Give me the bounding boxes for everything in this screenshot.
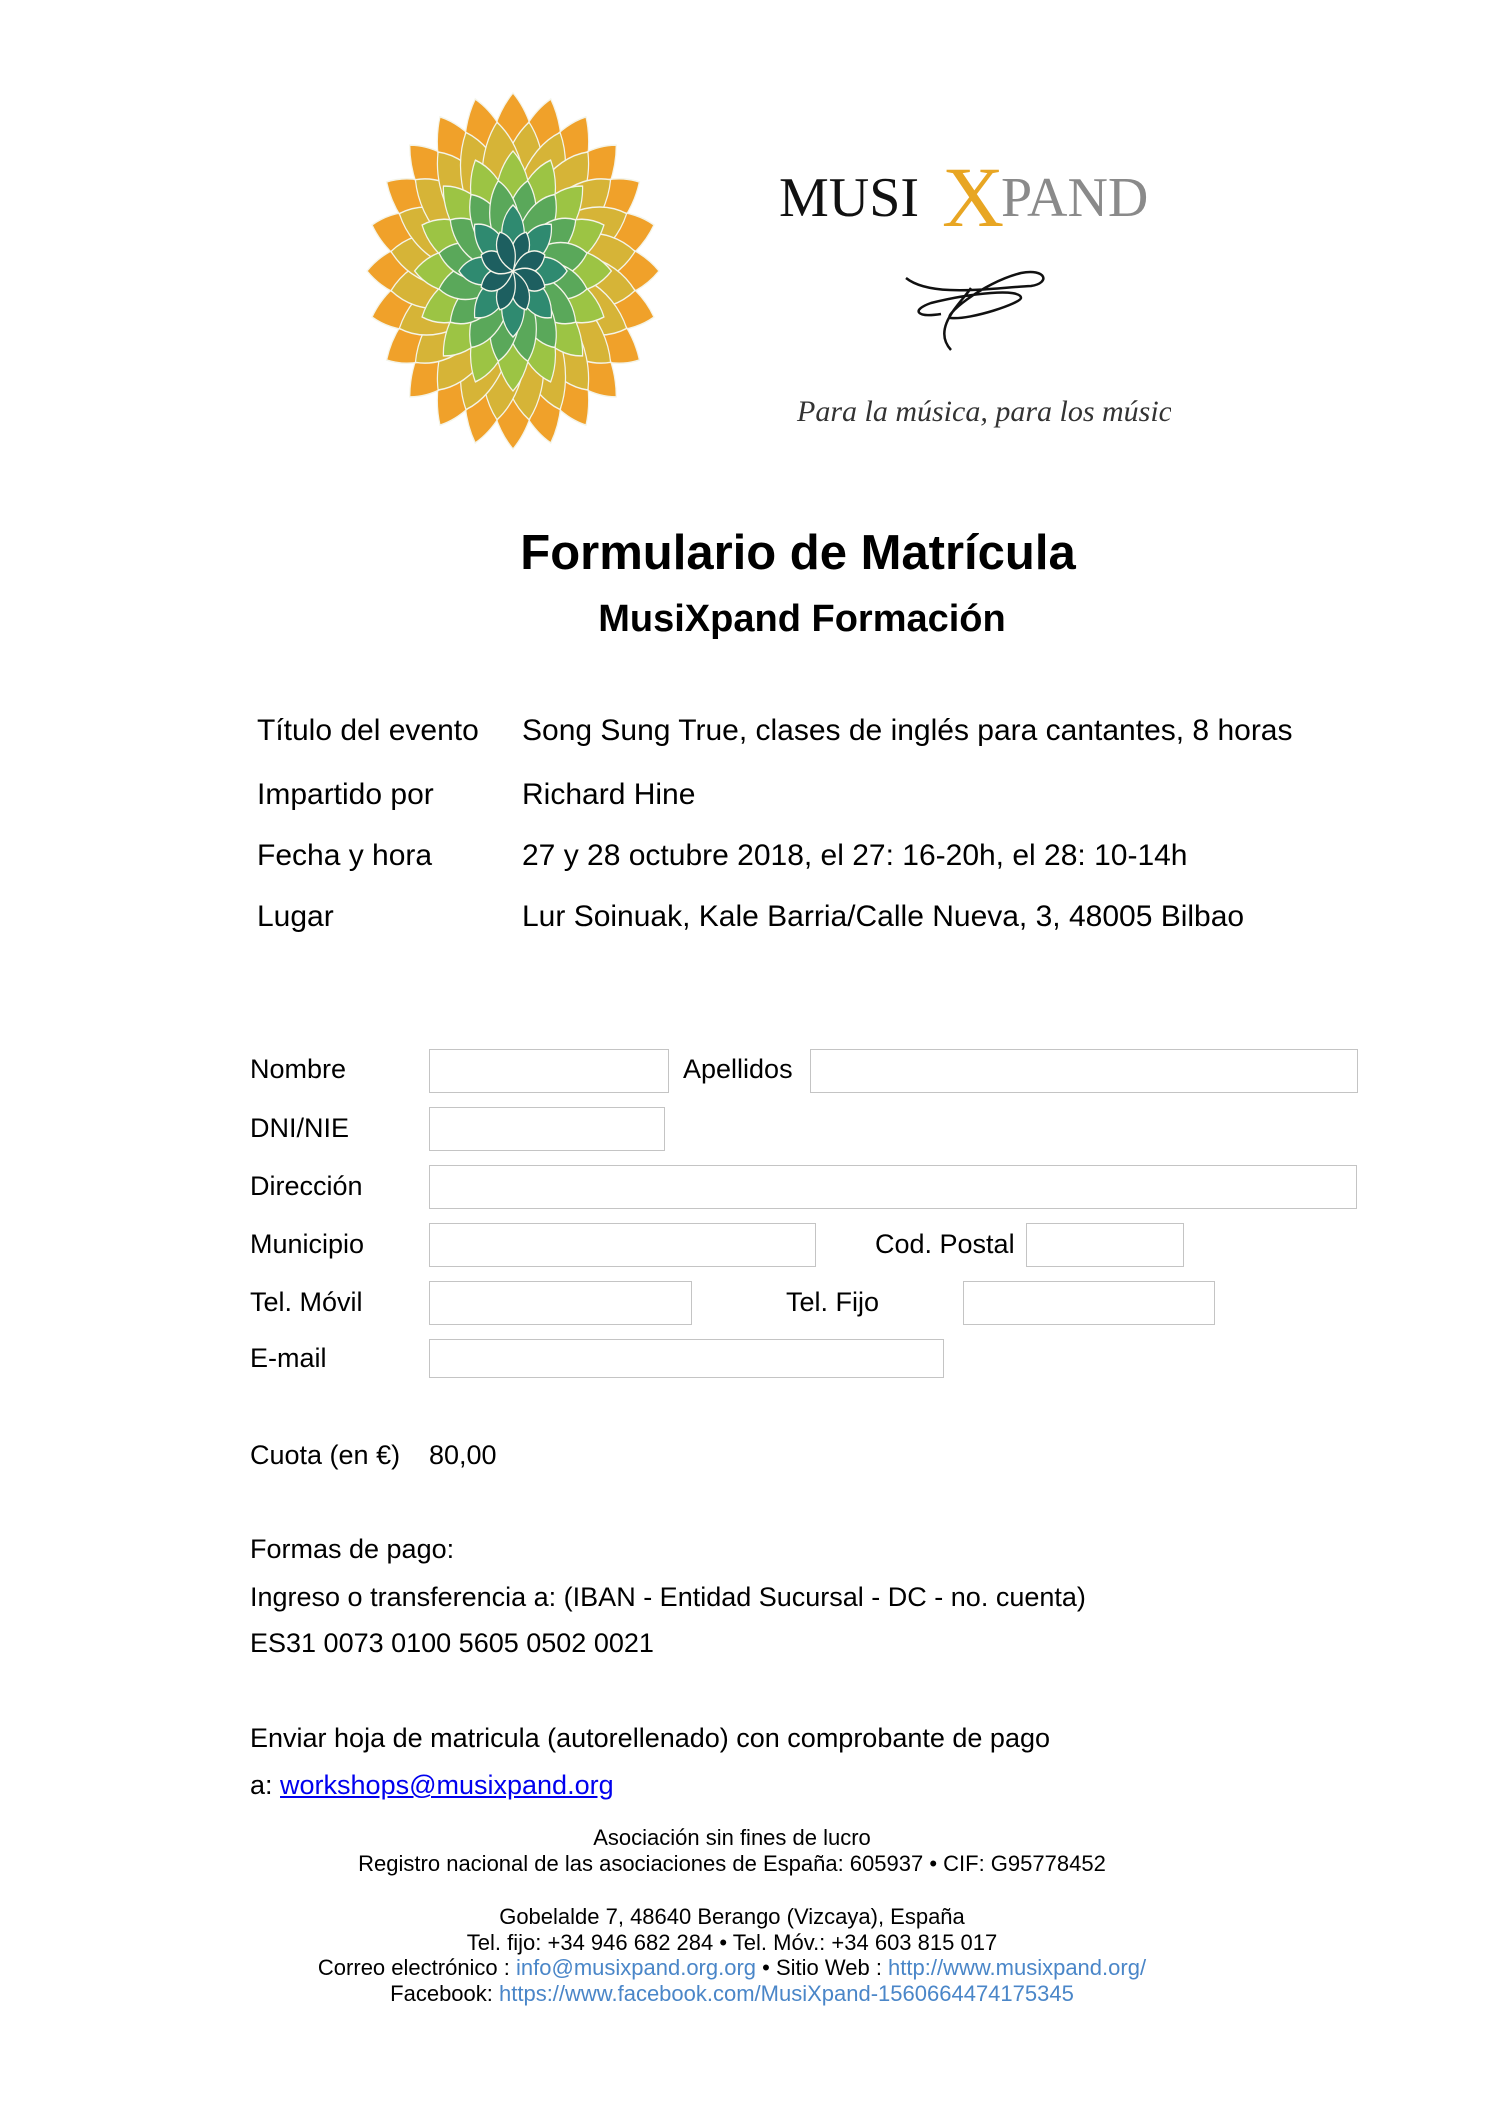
tel-fijo-label: Tel. Fijo <box>786 1287 880 1317</box>
tel-fijo-field[interactable] <box>963 1281 1215 1325</box>
municipio-field[interactable] <box>429 1223 816 1267</box>
footer-contact <box>0 1955 1464 1981</box>
footer-line-1: Asociación sin fines de lucro <box>593 1825 871 1850</box>
email-label: E-mail <box>250 1343 327 1373</box>
send-email-line <box>250 1770 614 1801</box>
mandala-icon <box>331 88 1171 454</box>
footer-facebook-link[interactable]: https://www.facebook.com/MusiXpand-1560664474175345 <box>499 1981 1074 2006</box>
venue-value: Lur Soinuak, Kale Barria/Calle Nueva, 3, 48005 Bilbao <box>522 900 1245 933</box>
apellidos-field[interactable] <box>810 1049 1358 1093</box>
instructor-value: Richard Hine <box>522 778 696 811</box>
footer-line-2: Registro nacional de las asociaciones de España: 605937 • CIF: G95778452 <box>358 1851 1106 1876</box>
instructor-label: Impartido por <box>257 778 434 811</box>
footer-email-label: Correo electrónico : <box>317 1955 517 1980</box>
workshops-email-link[interactable]: workshops@musixpand.org <box>280 1770 614 1800</box>
tagline: Para la música, para los músicos <box>797 395 1171 428</box>
dni-field[interactable] <box>429 1107 665 1151</box>
footer-facebook-label: Facebook: <box>390 1981 499 2006</box>
nombre-field[interactable] <box>429 1049 669 1093</box>
dni-label: DNI/NIE <box>250 1113 350 1143</box>
musixpand-logo <box>331 88 1171 454</box>
tel-movil-label: Tel. Móvil <box>250 1287 363 1317</box>
fee-label: Cuota (en €) <box>250 1440 401 1470</box>
event-title-label: Título del evento <box>257 714 479 747</box>
cod-postal-field[interactable] <box>1026 1223 1184 1267</box>
payment-iban: ES31 0073 0100 5605 0502 0021 <box>250 1628 654 1658</box>
email-field[interactable] <box>429 1339 944 1378</box>
footer-web-link[interactable]: http://www.musixpand.org/ <box>888 1955 1147 1980</box>
tel-movil-field[interactable] <box>429 1281 692 1325</box>
page-subtitle: MusiXpand Formación <box>598 598 1006 640</box>
wordmark-x: X <box>942 149 1005 245</box>
wordmark-right: PAND <box>1001 167 1149 229</box>
footer-facebook <box>0 1981 1464 2007</box>
date-value: 27 y 28 octubre 2018, el 27: 16-20h, el 28: 10-14h <box>522 839 1188 872</box>
direccion-field[interactable] <box>429 1165 1357 1209</box>
send-prefix: a: <box>250 1770 281 1800</box>
footer-address: Gobelalde 7, 48640 Berango (Vizcaya), España <box>499 1904 965 1929</box>
municipio-label: Municipio <box>250 1229 365 1259</box>
flourish-icon <box>906 272 1043 350</box>
date-label: Fecha y hora <box>257 839 433 872</box>
footer-email-link[interactable]: info@musixpand.org.org <box>516 1955 757 1980</box>
apellidos-label: Apellidos <box>683 1054 793 1084</box>
venue-label: Lugar <box>257 900 334 933</box>
footer-web-label: • Sitio Web : <box>756 1955 889 1980</box>
direccion-label: Dirección <box>250 1171 363 1201</box>
nombre-label: Nombre <box>250 1054 347 1084</box>
wordmark-left: MUSI <box>779 167 920 229</box>
footer-phones: Tel. fijo: +34 946 682 284 • Tel. Móv.: +34 603 815 017 <box>466 1930 998 1955</box>
payment-heading: Formas de pago: <box>250 1534 455 1564</box>
event-title-value: Song Sung True, clases de inglés para cantantes, 8 horas <box>522 714 1293 747</box>
cod-postal-label: Cod. Postal <box>875 1229 1015 1259</box>
send-instructions: Enviar hoja de matricula (autorellenado) con comprobante de pago <box>250 1723 1050 1753</box>
fee-value: 80,00 <box>429 1440 497 1470</box>
page-title: Formulario de Matrícula <box>520 526 1076 580</box>
payment-method: Ingreso o transferencia a: (IBAN - Entidad Sucursal - DC - no. cuenta) <box>250 1582 1086 1612</box>
